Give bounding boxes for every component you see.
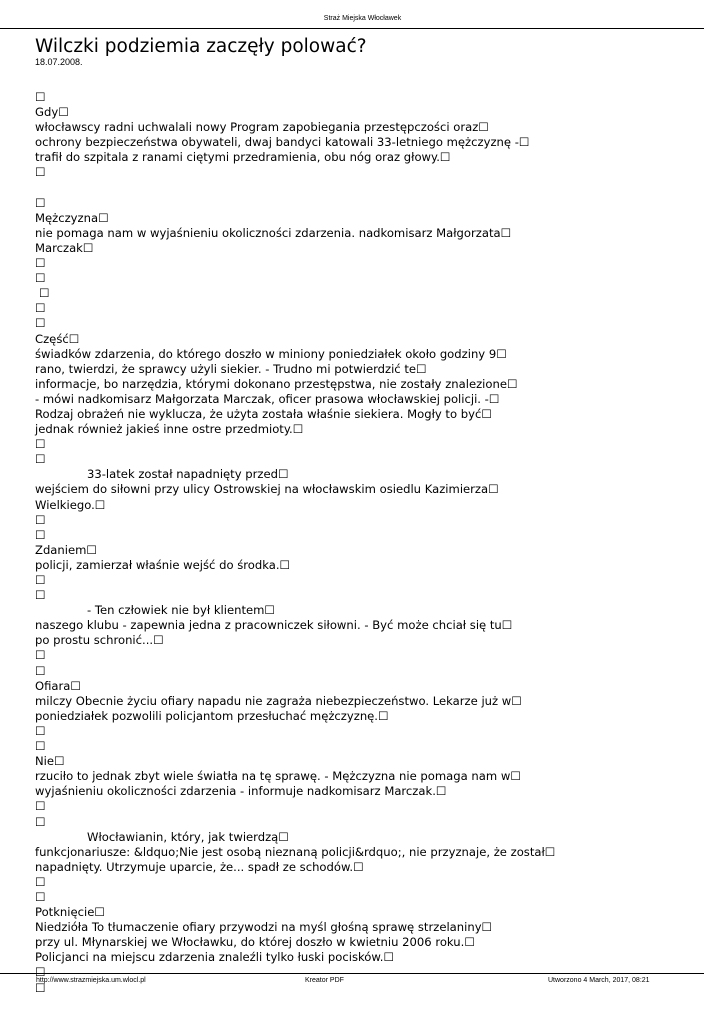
article-line: ☐ [35,90,46,104]
article-date: 18.07.2008. [35,57,83,67]
article-line: Część☐ [35,331,80,346]
article-line: jednak również jakieś inne ostre przedmioty.☐ [35,422,304,437]
article-line: 33-latek został napadnięty przed☐ [87,467,289,482]
header-divider [0,28,704,29]
article-line: trafił do szpitala z ranami ciętymi przedramienia, obu nóg oraz głowy.☐ [35,150,451,165]
article-line: ☐ [35,316,46,331]
footer-created-timestamp: Utworzono 4 March, 2017, 08:21 [548,977,650,984]
article-line: Ofiara☐ [35,678,81,693]
article-line: ☐ [35,588,46,603]
article-line: ☐ [35,648,46,663]
article-line: Niedziółа To tłumaczenie ofiary przywodzi na myśl głośną sprawę strzelaniny☐ [35,920,492,935]
article-line: ☐ [35,527,46,542]
footer-divider [0,973,704,974]
article-line: milczy Obecnie życiu ofiary napadu nie zagraża niebezpieczeństwo. Lekarze już w☐ [35,693,522,708]
article-line: ☐ [35,452,46,467]
article-line: - mówi nadkomisarz Małgorzata Marczak, oficer prasowa włocławskiej policji. -☐ [35,391,500,406]
article-line: ☐ [35,889,46,904]
article-line: ☐ [35,271,46,286]
article-line: rano, twierdzi, że sprawcy użyli siekier. - Trudno mi potwierdzić te☐ [35,361,427,376]
article-line: ☐ [35,195,46,210]
article-line: naszego klubu - zapewnia jedna z pracowniczek siłowni. - Być może chciał się tu☐ [35,618,513,633]
footer-url-link[interactable]: http://www.strazmiejska.um.wlocl.pl [36,977,146,984]
article-line: ☐ [35,301,46,316]
article-line: Włocławianin, który, jak twierdzą☐ [87,829,289,844]
article-line: ☐ [39,286,50,301]
article-line: ☐ [35,256,46,271]
article-line: Wielkiego.☐ [35,497,106,512]
article-line: funkcjonariusze: &ldquo;Nie jest osobą nieznaną policji&rdquo;, nie przyznaje, że został☐ [35,844,556,859]
article-line: świadków zdarzenia, do którego doszło w miniony poniedziałek około godziny 9☐ [35,346,507,361]
article-line: po prostu schronić...☐ [35,633,164,648]
article-line: informacje, bo narzędzia, którymi dokonano przestępstwa, nie zostały znalezione☐ [35,376,518,391]
article-line: poniedziałek pozwolili policjantom przesłuchać mężczyznę.☐ [35,708,389,723]
article-line: ☐ [35,723,46,738]
article-line: włocławscy radni uchwalali nowy Program zapobiegania przestępczości oraz☐ [35,120,489,135]
article-line: Rodzaj obrażeń nie wyklucza, że użyta została właśnie siekiera. Mogły to być☐ [35,406,492,421]
article-line: ☐ [35,739,46,754]
article-line: ☐ [35,663,46,678]
article-line: ☐ [35,980,46,995]
article-line: Nie☐ [35,754,65,769]
article-line: ochrony bezpieczeństwa obywateli, dwaj bandyci katowali 33-letniego mężczyznę -☐ [35,135,530,150]
article-line: ☐ [35,573,46,587]
article-line: ☐ [35,437,46,452]
article-line [35,181,715,196]
article-line: ☐ [35,799,46,814]
article-line: Policjanci na miejscu zdarzenia znaleźli tylko łuski pocisków.☐ [35,950,394,965]
article-line: ☐ [35,512,46,527]
article-line: policji, zamierzał właśnie wejść do środka.☐ [35,557,290,572]
article-line: wyjaśnieniu okoliczności zdarzenia - informuje nadkomisarz Marczak.☐ [35,784,447,799]
article-body [35,90,715,996]
article-line: Gdy☐ [35,105,69,120]
article-line: ☐ [35,165,46,180]
footer-generator: Kreator PDF [305,977,344,984]
article-line: Potknięcie☐ [35,905,105,920]
article-title: Wilczki podziemia zaczęły polować? [35,36,367,57]
article-line: ☐ [35,814,46,829]
article-line: przy ul. Młynarskiej we Włocławku, do której doszło w kwietniu 2006 roku.☐ [35,935,475,950]
article-line: napadnięty. Utrzymuje uparcie, że... spadł ze schodów.☐ [35,859,364,874]
article-line: wejściem do siłowni przy ulicy Ostrowskiej na włocławskim osiedlu Kazimierza☐ [35,482,499,497]
article-line: ☐ [35,874,46,889]
article-line: - Ten człowiek nie był klientem☐ [87,603,275,618]
article-line: Mężczyzna☐ [35,210,109,225]
article-line: rzuciło to jednak zbyt wiele światła na tę sprawę. - Mężczyzna nie pomaga nam w☐ [35,769,521,784]
article-line: Zdaniem☐ [35,542,97,557]
article-line: Marczak☐ [35,240,94,255]
page-header-site: Straż Miejska Włocławek [323,15,402,22]
article-line: nie pomaga nam w wyjaśnieniu okoliczności zdarzenia. nadkomisarz Małgorzata☐ [35,225,511,240]
